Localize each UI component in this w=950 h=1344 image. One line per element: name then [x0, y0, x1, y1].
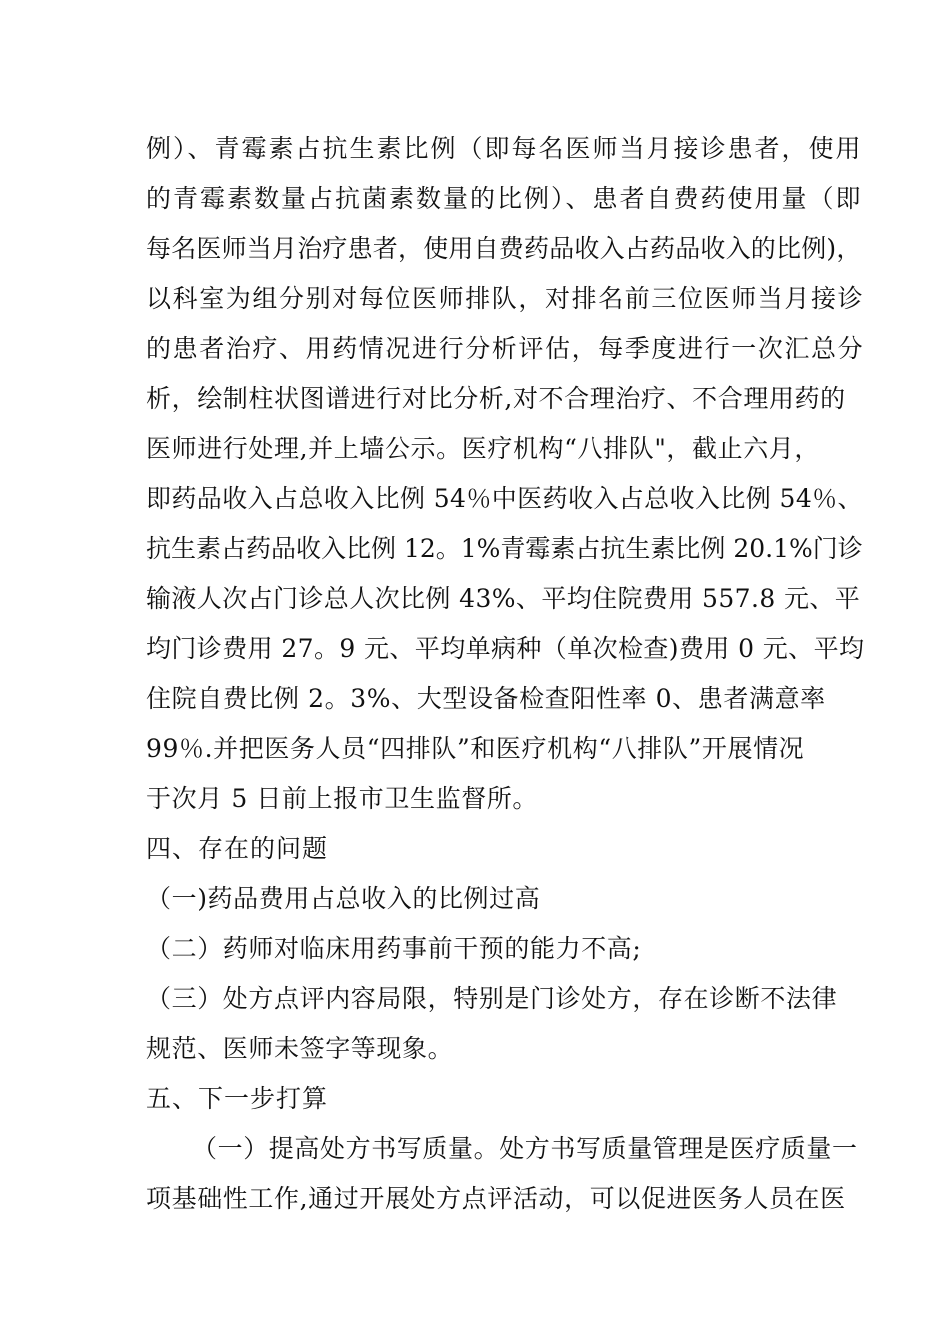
text-line: 的青霉素数量占抗菌素数量的比例）、患者自费药使用量（即: [146, 184, 863, 213]
text-line: 抗生素占药品收入比例 12。1%青霉素占抗生素比例 20.1%门诊: [146, 534, 863, 563]
text-line: 的患者治疗、用药情况进行分析评估，每季度进行一次汇总分: [146, 334, 865, 363]
text-line: 例）、青霉素占抗生素比例（即每名医师当月接诊患者，使用: [146, 134, 863, 163]
text-line: 析，绘制柱状图谱进行对比分析,对不合理治疗、不合理用药的: [146, 384, 846, 413]
text-line: 项基础性工作,通过开展处方点评活动，可以促进医务人员在医: [146, 1184, 846, 1213]
list-item: （一)药品费用占总收入的比例过高: [146, 884, 541, 913]
text-line: （一）提高处方书写质量。处方书写质量管理是医疗质量一: [192, 1134, 858, 1163]
text-line: 即药品收入占总收入比例 54％中医药收入占总收入比例 54％、: [146, 484, 863, 513]
text-line: 输液人次占门诊总人次比例 43%、平均住院费用 557.8 元、平: [146, 584, 861, 613]
list-item: （二）药师对临床用药事前干预的能力不高;: [146, 934, 642, 963]
section-heading: 四、存在的问题: [146, 834, 329, 863]
list-item: （三）处方点评内容局限，特别是门诊处方，存在诊断不法律: [146, 984, 838, 1013]
text-line: 均门诊费用 27。9 元、平均单病种（单次检查)费用 0 元、平均: [146, 634, 865, 663]
text-line: 于次月 5 日前上报市卫生监督所。: [146, 784, 539, 813]
text-line: 每名医师当月治疗患者，使用自费药品收入占药品收入的比例)，: [146, 234, 862, 263]
text-line: 医师进行处理,并上墙公示。医疗机构“八排队"，截止六月，: [146, 434, 821, 463]
text-line: 以科室为组分别对每位医师排队，对排名前三位医师当月接诊: [146, 284, 865, 313]
text-line: 住院自费比例 2。3%、大型设备检查阳性率 0、患者满意率: [146, 684, 826, 713]
text-line: 99％.并把医务人员“四排队”和医疗机构“八排队”开展情况: [146, 734, 805, 763]
text-line: 规范、医师未签字等现象。: [146, 1034, 454, 1063]
section-heading: 五、下一步打算: [146, 1084, 329, 1113]
